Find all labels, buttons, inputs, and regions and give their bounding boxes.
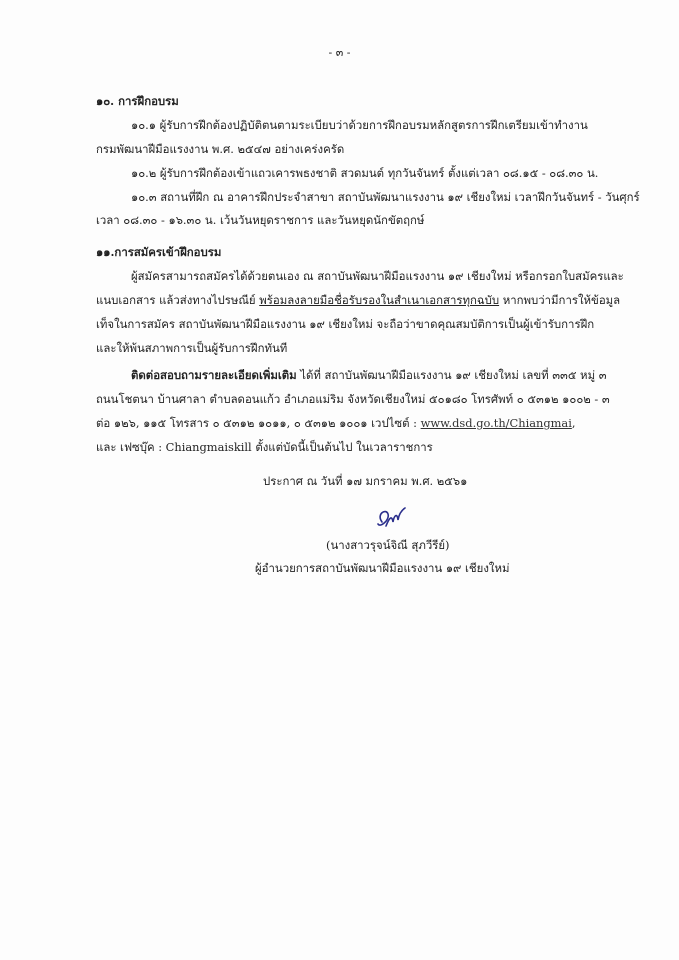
contact-line-1 (131, 368, 606, 382)
section-10-3-line-2: เวลา ๐๘.๓๐ - ๑๖.๓๐ น. เว้นวันหยุดราชการ และวันหยุดนักขัตฤกษ์ (96, 213, 425, 227)
contact-phone-fax: ต่อ ๑๒๖, ๑๑๕ โทรสาร ๐ ๕๓๑๒ ๑๐๑๑, ๐ ๕๓๑๒ ๑๐๐๑ เวปไซต์ : (96, 416, 421, 430)
page-number: - ๓ - (328, 46, 351, 59)
section-10-2: ๑๐.๒ ผู้รับการฝึกต้องเข้าแถวเคารพธงชาติ สวดมนต์ ทุกวันจันทร์ ตั้งแต่เวลา ๐๘.๑๕ - ๐๘.๓๐ น. (131, 166, 599, 180)
section-10-1-line-1: ๑๐.๑ ผู้รับการฝึกต้องปฏิบัติตนตามระเบียบว่าด้วยการฝึกอบรมหลักสูตรการฝึกเตรียมเข้าทำงาน (131, 118, 588, 132)
contact-line-2: ถนนโชตนา บ้านศาลา ตำบลดอนแก้ว อำเภอแม่ริม จังหวัดเชียงใหม่ ๕๐๑๘๐ โทรศัพท์ ๐ ๕๓๑๒ ๑๐๐๒ - ๓ (96, 392, 610, 406)
signature (372, 504, 408, 534)
section-11-para-line-2 (96, 293, 620, 307)
signer-name: (นางสาวรุจน์จิณี สุภวีรีย์) (326, 538, 450, 552)
section-10-3-line-1: ๑๐.๓ สถานที่ฝึก ณ อาคารฝึกประจำสาขา สถาบันพัฒนาแรงงาน ๑๙ เชียงใหม่ เวลาฝึกวันจันทร์ - วันศุกร์ (131, 190, 640, 204)
section-11-para-line-4: และให้พ้นสภาพการเป็นผู้รับการฝึกทันที (96, 341, 288, 355)
contact-line-4: และ เฟซบุ๊ค : Chiangmaiskill ตั้งแต่บัดนี้เป็นต้นไป ในเวลาราชการ (96, 440, 433, 454)
certify-signature-note: พร้อมลงลายมือชื่อรับรองในสำเนาเอกสารทุกฉบับ (259, 293, 500, 307)
signer-title: ผู้อำนวยการสถาบันพัฒนาฝีมือแรงงาน ๑๙ เชียงใหม่ (255, 561, 510, 575)
comma: , (571, 416, 576, 430)
section-10-heading: ๑๐. การฝึกอบรม (96, 94, 179, 108)
section-11-heading: ๑๑.การสมัครเข้าฝึกอบรม (96, 245, 222, 259)
contact-heading: ติดต่อสอบถามรายละเอียดเพิ่มเติม (131, 368, 297, 382)
announce-date: ประกาศ ณ วันที่ ๑๗ มกราคม พ.ศ. ๒๕๖๑ (263, 474, 468, 488)
contact-address-start: ได้ที่ สถาบันพัฒนาฝีมือแรงงาน ๑๙ เชียงใหม่ เลขที่ ๓๓๕ หมู่ ๓ (296, 368, 607, 382)
section-11-para-line-2-end: หากพบว่ามีการให้ข้อมูล (499, 293, 621, 307)
section-11-para-line-1: ผู้สมัครสามารถสมัครได้ด้วยตนเอง ณ สถาบันพัฒนาฝีมือแรงงาน ๑๙ เชียงใหม่ หรือกรอกใบสมัครและ (131, 269, 624, 283)
section-10-1-line-2: กรมพัฒนาฝีมือแรงงาน พ.ศ. ๒๕๔๗ อย่างเคร่งครัด (96, 142, 345, 156)
contact-line-3 (96, 416, 576, 430)
website-link[interactable]: www.dsd.go.th/Chiangmai (420, 416, 572, 430)
section-11-para-line-3: เท็จในการสมัคร สถาบันพัฒนาฝีมือแรงงาน ๑๙ เชียงใหม่ จะถือว่าขาดคุณสมบัติการเป็นผู้เข้ารับการฝึก (96, 317, 595, 331)
section-11-para-line-2-start: แนบเอกสาร แล้วส่งทางไปรษณีย์ (96, 293, 260, 307)
